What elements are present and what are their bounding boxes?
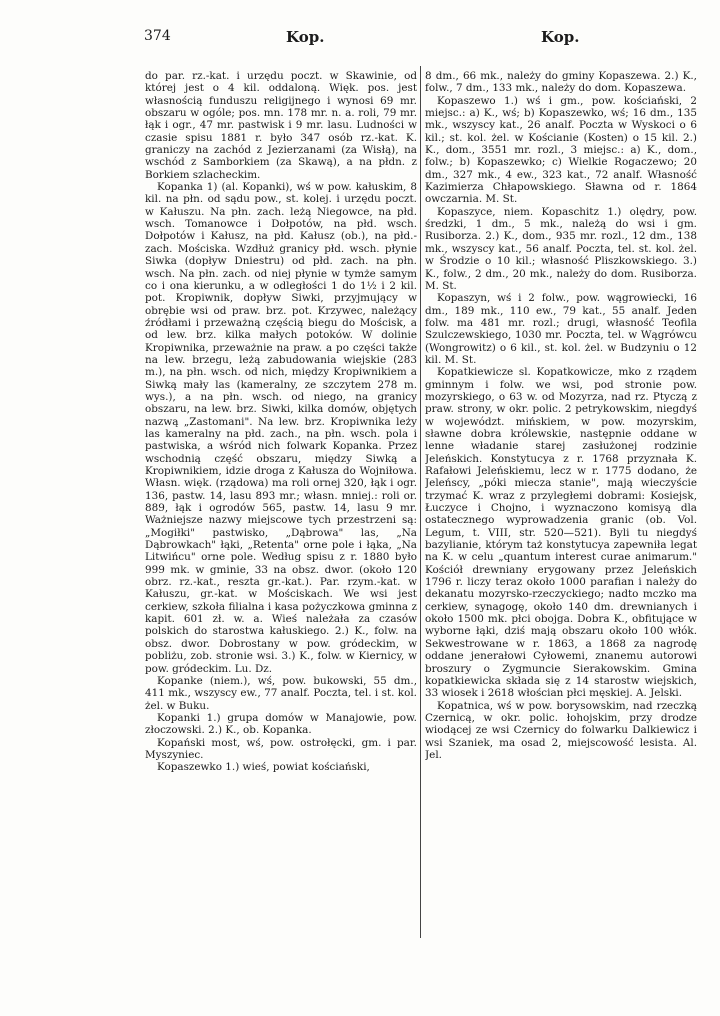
- running-head-right: Kop.: [541, 28, 580, 46]
- entry-kopanka: Kopanka 1) (al. Kopanki), wś w pow. kałuskim, 8 kil. na płn. od sądu pow., st. kolej. i urzędu poczt. w Kałuszu. Na płn. zach. leżą Niegowce, na płd. wsch. Tomanowce i Dołpotów, na płd. wsch. Dołpotów i Kałusz, na płd. Kałusz (ob.), na płd.-zach. Mościska. Wzdłuż granicy płd. wsch. płynie Siwka (dopływ Dniestru) od płd. zach. na płn. wsch. Na płn. zach. od niej płynie w tymże samym co i ona kierunku, a w odległości 1 do 1½ i 2 kil. pot. Kropiwnik, dopływ Siwki, przyjmujący w obrębie wsi od praw. brz. pot. Krzywec, należący źródłami i przeważną częścią biegu do Mościsk, a od lew. brz. kilka małych potoków. W dolinie Kropiwnika, przeważnie na praw. a po części także na lew. brzegu, leżą zabudowania wiejskie (283 m.), na płn. wsch. od nich, między Kropiwnikiem a Siwką mały las (kameralny, ze szczytem 278 m. wys.), a na płn. wsch. od niego, na granicy obszaru, na lew. brz. Siwki, kilka domów, objętych nazwą „Zastomani". Na lew. brz. Kropiwnika leży las kameralny na płd. zach., na płn. wsch. pola i pastwiska, a wśród nich folwark Kopanka. Przez wschodnią część obszaru, między Siwką a Kropiwnikiem, idzie droga z Kałusza do Wojniłowa. Własn. więk. (rządowa) ma roli ornej 320, łąk i ogr. 136, pastw. 14, lasu 893 mr.; własn. mniej.: roli or. 889, łąk i ogrodów 565, pastw. 14, lasu 9 mr. Ważniejsze nazwy miejscowe tych przestrzeni są: „Mogiłki" pastwisko, „Dąbrowa" las, „Na Dąbrowkach" łąki, „Retenta" orne pole i łąka, „Na Litwińcu" orne pole. Według spisu z r. 1880 było 999 mk. w gminie, 33 na obsz. dwor. (około 120 obrz. rz.-kat., reszta gr.-kat.). Par. rzym.-kat. w Kałuszu, gr.-kat. w Mościskach. We wsi jest cerkiew, szkoła filialna i kasa pożyczkowa gminna z kapit. 601 zł. w. a. Wieś należała za czasów polskich do starostwa kałuskiego. 2.) K., folw. na obsz. dwor. Dobrostany w pow. gródeckim, w pobliżu, zob. stronie wsi. 3.) K., folw. w Kiernicy, w pow. gródeckim. Lu. Dz.: [145, 181, 417, 675]
- column-divider: [420, 66, 421, 938]
- entry-kopanski-most: Kopański most, wś, pow. ostrołęcki, gm. i par. Myszyniec.: [145, 736, 417, 761]
- right-column: [425, 70, 697, 761]
- page-header: [0, 28, 720, 54]
- entry-kopaszyce: Kopaszyce, niem. Kopaschitz 1.) olędry, pow. średzki, 1 dm., 5 mk., należą do wsi i gm. Rusiborza. 2.) K., dom., 935 mr. rozl., 12 dm., 138 mk., wszyscy kat., 56 analf. Poczta, tel. st. kol. żel. w Środzie o 10 kil.; własność Pliszkowskiego. 3.) K., folw., 2 dm., 20 mk., należy do dom. Rusiborza. M. St.: [425, 205, 697, 292]
- entry-kopaszewo: Kopaszewo 1.) wś i gm., pow. kościański, 2 miejsc.: a) K., wś; b) Kopaszewko, wś; 16 dm., 135 mk., wszyscy kat., 26 analf. Poczta w Wyskoci o 6 kil.; st. kol. żel. w Kościanie (Kosten) o 15 kil. 2.) K., dom., 3551 mr. rozl., 3 miejsc.: a) K., dom., folw.; b) Kopaszewko; c) Wielkie Rogaczewo; 20 dm., 327 mk., 4 ew., 323 kat., 72 analf. Własność Kazimierza Chłapowskiego. Sławna od r. 1864 owczarnia. M. St.: [425, 94, 697, 206]
- entry-kopatnica: Kopatnica, wś w pow. borysowskim, nad rzeczką Czernicą, w okr. polic. łohojskim, przy drodze wiodącej ze wsi Czernicy do folwarku Dalkiewicz i wsi Szaniek, ma osad 2, miejscowość lesista. Al. Jel.: [425, 699, 697, 761]
- entry-kopatkiewicze: Kopatkiewicze sl. Kopatkowicze, mko z rządem gminnym i folw. we wsi, pod stronie pow. mozyrskiego, o 63 w. od Mozyrza, nad rz. Ptyczą z praw. strony, w okr. polic. 2 petrykowskim, niegdyś w województ. mińskiem, w pow. mozyrskim, sławne dobra królewskie, następnie oddane w lenne władanie starej zasłużonej rodzinie Jeleńskich. Konstytucya z r. 1768 przyznała K. Rafałowi Jeleńskiemu, lecz w r. 1775 dodano, że Jeleńscy, „póki miecza stanie", mają wieczyście trzymać K. wraz z przyległemi dobrami: Kosiejsk, Łuczyce i Chojno, i wyznaczono komisyą dla ostatecznego wyprowadzenia granic (ob. Vol. Legum, t. VIII, str. 520—521). Byli tu niegdyś bazylianie, którym taż konstytucya zapewniła legat na K. w celu „quantum interest curae animarum." Kościół drewniany erygowany przez Jeleńskich 1796 r. liczy teraz około 1000 parafian i należy do dekanatu mozyrsko-rzeczyckiego; nadto mczko ma cerkiew, synagogę, około 140 dm. drewnianych i około 1500 mk. płci obojga. Dobra K., obfitujące w wyborne łąki, dziś mają obszaru około 100 włók. Sekwestrowane w r. 1863, a 1868 za nagrodę oddane jenerałowi Cyłowemi, znanemu autorowi broszury o Zygmuncie Sierakowskim. Gmina kopatkiewicka składa się z 14 starostw wiejskich, 33 wiosek i 2618 włościan płci męskiej. A. Jelski.: [425, 366, 697, 700]
- entry-kopanki: Kopanki 1.) grupa domów w Manajowie, pow. złoczowski. 2.) K., ob. Kopanka.: [145, 711, 417, 737]
- entry-kopanke: Kopanke (niem.), wś, pow. bukowski, 55 dm., 411 mk., wszyscy ew., 77 analf. Poczta, tel. i st. kol. żel. w Buku.: [145, 674, 417, 712]
- entry-kopaszewko: Kopaszewko 1.) wieś, powiat kościański,: [157, 761, 370, 774]
- running-head-left: Kop.: [286, 28, 325, 46]
- page-number: 374: [144, 28, 171, 44]
- entry-text: do par. rz.-kat. i urzędu poczt. w Skawinie, od której jest o 4 kil. oddaloną. Więk. pos. jest własnością funduszu religijnego i wynosi 69 mr. obszaru w ogóle; pos. mn. 178 mr. n. a. roli, 79 mr. łąk i ogr., 47 mr. pastwisk i 9 mr. lasu. Ludności w czasie spisu 1881 r. było 347 osób rz.-kat. K. graniczy na zachód z Jezierzanami (za Wisłą), na wschód z Samborkiem (za Skawą), a na płdn. z Borkiem szlacheckim.: [145, 70, 417, 181]
- entry-kopaszyn: Kopaszyn, wś i 2 folw., pow. wągrowiecki, 16 dm., 189 mk., 110 ew., 79 kat., 55 analf. Jeden folw. ma 481 mr. rozl.; drugi, własność Teofila Szulczewskiego, 1030 mr. Poczta, tel. w Wągrówcu (Wongrowitz) o 6 kil., st. kol. żel. w Budzyniu o 12 kil. M. St.: [425, 292, 697, 366]
- entry-text: 8 dm., 66 mk., należy do gminy Kopaszewa. 2.) K., folw., 7 dm., 133 mk., należy do dom. Kopaszewa.: [425, 70, 697, 95]
- left-column: [145, 70, 417, 774]
